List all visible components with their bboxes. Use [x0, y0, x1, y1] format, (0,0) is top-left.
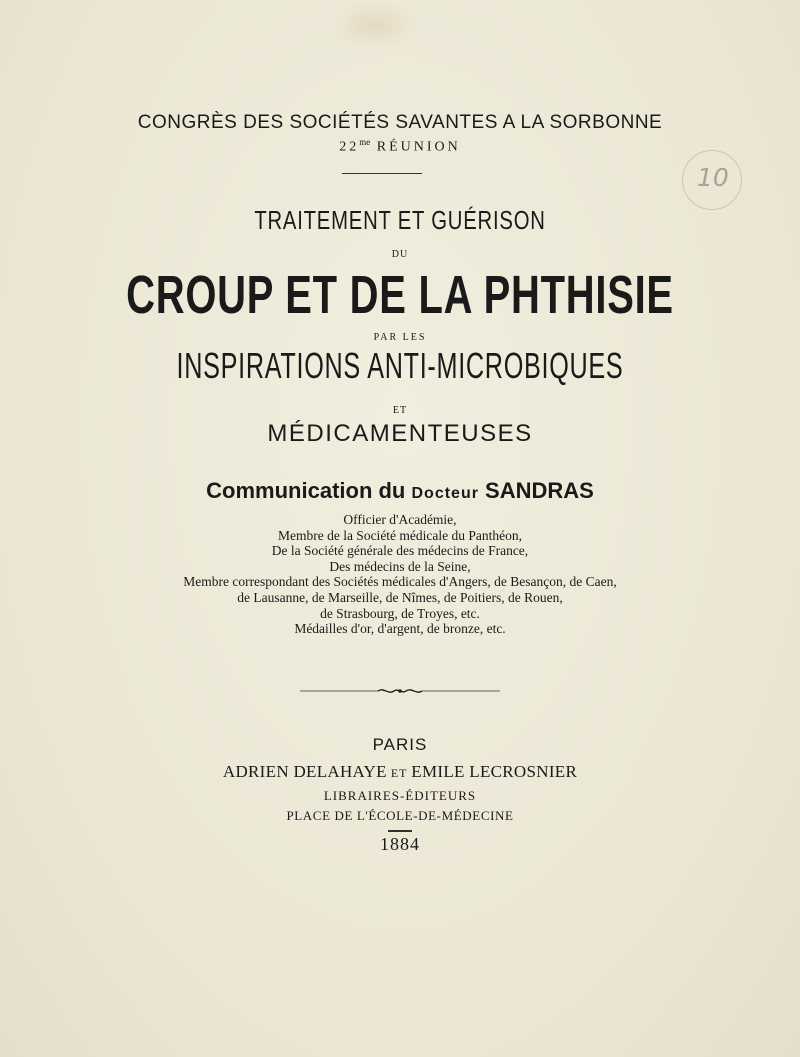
- publisher-2: EMILE LECROSNIER: [411, 762, 578, 781]
- imprint-year: 1884: [380, 834, 420, 854]
- title-par-les: PAR LES: [373, 332, 427, 343]
- author-name: SANDRAS: [478, 478, 594, 503]
- year-rule: [388, 830, 412, 832]
- publisher-conjunction: ET: [386, 766, 412, 780]
- author-titles: [0, 512, 800, 637]
- title-line-3: INSPIRATIONS ANTI-MICROBIQUES: [176, 345, 624, 386]
- congress-heading: CONGRÈS DES SOCIÉTÉS SAVANTES A LA SORBONNE: [137, 112, 663, 133]
- author-title-line: de Lausanne, de Marseille, de Nîmes, de Poitiers, de Rouen,: [237, 589, 563, 605]
- imprint-city: PARIS: [372, 735, 428, 754]
- main-title: CROUP ET DE LA PHTHISIE: [126, 265, 674, 325]
- author-title-line: Médailles d'or, d'argent, de bronze, etc.: [294, 621, 506, 637]
- title-line-4: MÉDICAMENTEUSES: [267, 420, 533, 447]
- author-title-line: De la Société générale des médecins de France,: [271, 543, 529, 559]
- author-title-line: Des médecins de la Seine,: [329, 558, 471, 574]
- paper-stain: [330, 0, 420, 50]
- title-du: DU: [391, 249, 409, 260]
- reunion-number: 22: [339, 139, 360, 155]
- communication-docteur: Docteur: [411, 485, 479, 502]
- author-title-line: Officier d'Académie,: [343, 512, 457, 527]
- divider-rule: [342, 173, 422, 174]
- imprint-role: LIBRAIRES-ÉDITEURS: [323, 788, 477, 803]
- imprint-address: PLACE DE L'ÉCOLE-DE-MÉDECINE: [286, 808, 514, 823]
- communication-prefix: Communication du: [206, 478, 412, 503]
- library-stamp: 10: [697, 163, 729, 192]
- reunion-superscript: me: [359, 137, 371, 147]
- reunion-word: RÉUNION: [376, 139, 461, 155]
- publisher-1: ADRIEN DELAHAYE: [222, 762, 387, 781]
- ornament-divider: [300, 686, 500, 696]
- title-et: ET: [392, 405, 408, 416]
- title-line-1: TRAITEMENT ET GUÉRISON: [254, 205, 546, 235]
- imprint-publishers: [0, 762, 800, 782]
- reunion-line: [0, 137, 800, 156]
- author-title-line: de Strasbourg, de Troyes, etc.: [320, 605, 480, 621]
- author-title-line: Membre de la Société médicale du Panthéon,: [277, 527, 523, 543]
- author-title-line: Membre correspondant des Sociétés médicales d'Angers, de Besançon, de Caen,: [183, 574, 617, 590]
- communication-line: [0, 478, 800, 504]
